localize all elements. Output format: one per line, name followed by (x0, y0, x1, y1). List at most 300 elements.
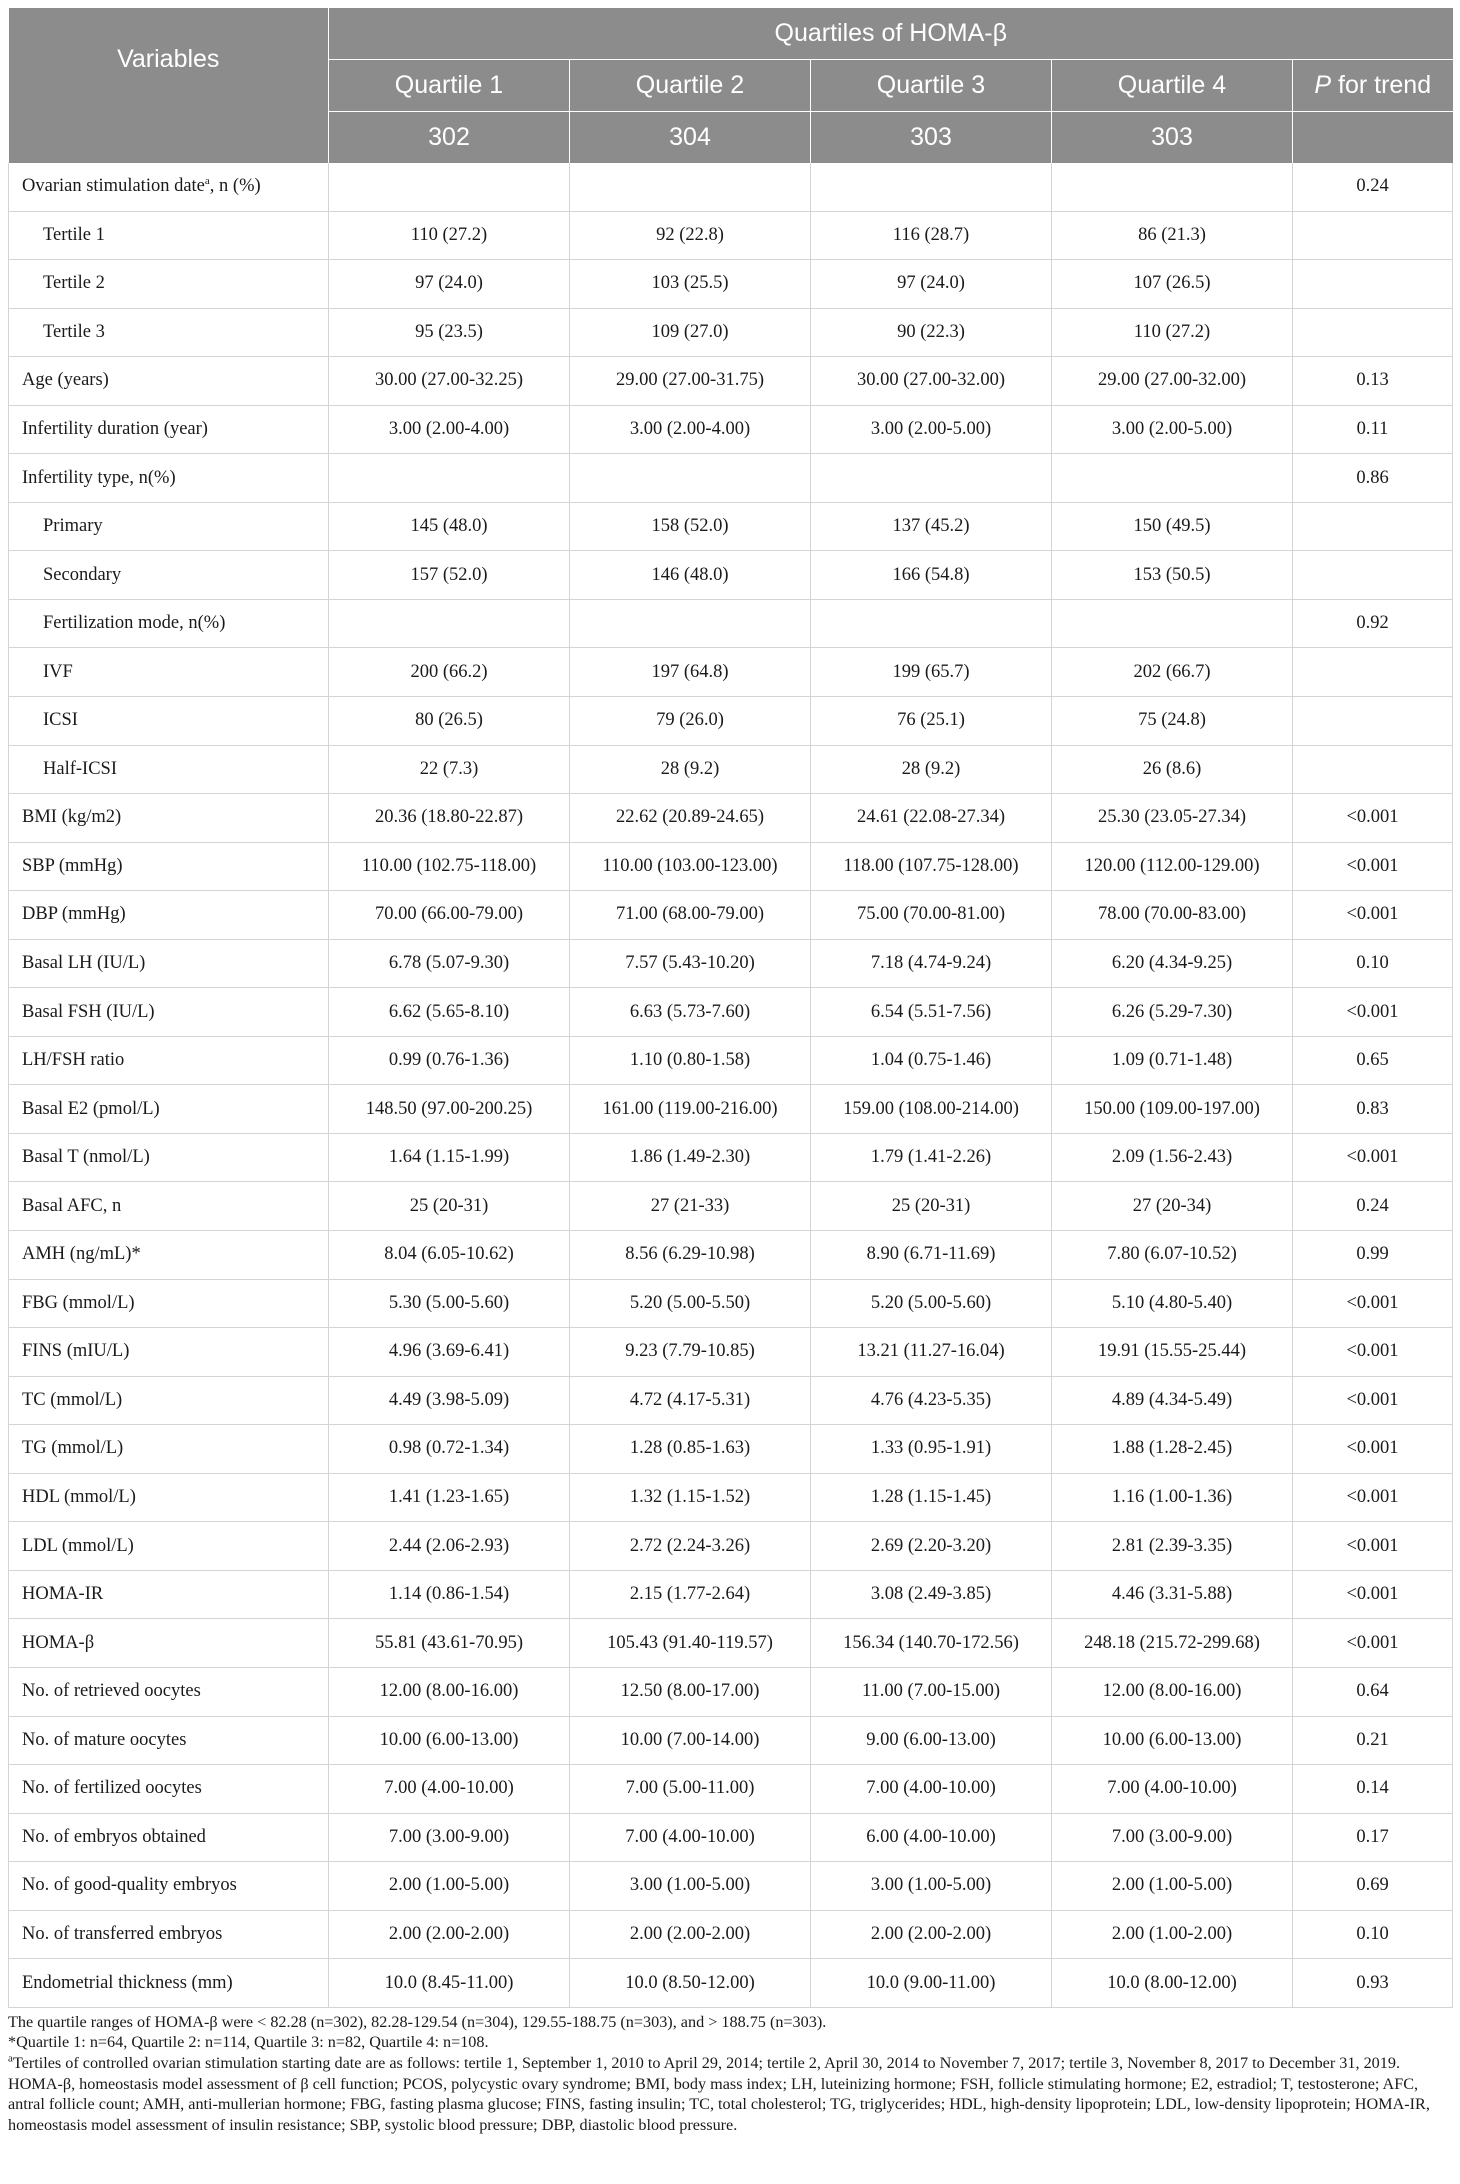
quartile-2-cell: 10.0 (8.50-12.00) (570, 1959, 811, 2008)
p-for-trend-cell: 0.83 (1293, 1085, 1453, 1134)
row-label (9, 648, 329, 697)
row-label-text: HOMA-β (22, 1632, 95, 1653)
table-row (9, 405, 1453, 454)
row-label-text: FINS (mIU/L) (22, 1341, 130, 1362)
quartile-1-cell: 95 (23.5) (329, 308, 570, 357)
quartile-3-cell: 199 (65.7) (811, 648, 1052, 697)
row-label-text: No. of embryos obtained (22, 1826, 206, 1847)
row-label-text: HOMA-IR (22, 1584, 104, 1605)
row-label-text: Basal E2 (pmol/L) (22, 1098, 160, 1119)
count-spacer (9, 112, 329, 164)
row-label (9, 1231, 329, 1280)
quartile-2-cell: 7.57 (5.43-10.20) (570, 939, 811, 988)
quartile-2-cell: 22.62 (20.89-24.65) (570, 794, 811, 843)
row-label-text: TG (mmol/L) (22, 1438, 124, 1459)
quartile-4-cell: 107 (26.5) (1052, 260, 1293, 309)
row-label-text: No. of transferred embryos (22, 1923, 223, 1944)
p-for-trend-cell: 0.86 (1293, 454, 1453, 503)
quartile-2-cell (570, 599, 811, 648)
table-row (9, 1765, 1453, 1814)
p-for-trend-cell (1293, 502, 1453, 551)
quartile-1-cell: 157 (52.0) (329, 551, 570, 600)
quartile-3-cell: 28 (9.2) (811, 745, 1052, 794)
quartile-1-cell: 5.30 (5.00-5.60) (329, 1279, 570, 1328)
row-label (9, 1522, 329, 1571)
p-for-trend-cell: 0.21 (1293, 1716, 1453, 1765)
table-row (9, 1619, 1453, 1668)
quartile-1-cell: 20.36 (18.80-22.87) (329, 794, 570, 843)
row-label (9, 794, 329, 843)
count-quartile-4: 303 (1052, 112, 1293, 164)
row-label-text: Endometrial thickness (mm) (22, 1972, 233, 1993)
quartile-4-cell: 1.88 (1.28-2.45) (1052, 1425, 1293, 1474)
p-for-trend-cell (1293, 308, 1453, 357)
p-for-trend-cell: 0.69 (1293, 1862, 1453, 1911)
quartiles-group-header: Quartiles of HOMA-β (329, 8, 1453, 60)
row-label (9, 1910, 329, 1959)
quartile-2-cell: 9.23 (7.79-10.85) (570, 1328, 811, 1377)
quartile-3-cell: 156.34 (140.70-172.56) (811, 1619, 1052, 1668)
quartile-1-cell: 2.44 (2.06-2.93) (329, 1522, 570, 1571)
table-row (9, 1667, 1453, 1716)
footnote-a (8, 2053, 1452, 2074)
quartile-3-cell: 75.00 (70.00-81.00) (811, 891, 1052, 940)
quartile-2-cell: 3.00 (2.00-4.00) (570, 405, 811, 454)
p-for-trend-cell (1293, 551, 1453, 600)
quartile-2-cell: 146 (48.0) (570, 551, 811, 600)
p-for-trend-cell: 0.14 (1293, 1765, 1453, 1814)
quartile-3-cell (811, 599, 1052, 648)
quartile-4-header: Quartile 4 (1052, 60, 1293, 112)
p-for-trend-cell: <0.001 (1293, 1425, 1453, 1474)
p-label-rest: for trend (1331, 71, 1432, 99)
row-label-text: Ovarian stimulation date (22, 176, 205, 197)
quartile-4-cell: 1.09 (0.71-1.48) (1052, 1036, 1293, 1085)
quartile-1-cell: 7.00 (3.00-9.00) (329, 1813, 570, 1862)
row-label-text: Primary (43, 516, 103, 537)
quartile-2-cell: 109 (27.0) (570, 308, 811, 357)
footnote-marker: a (204, 175, 210, 188)
quartile-3-cell: 76 (25.1) (811, 697, 1052, 746)
p-for-trend-cell: <0.001 (1293, 1133, 1453, 1182)
table-row (9, 697, 1453, 746)
table-row (9, 502, 1453, 551)
row-label (9, 1425, 329, 1474)
quartile-3-cell: 8.90 (6.71-11.69) (811, 1231, 1052, 1280)
quartile-2-cell: 1.32 (1.15-1.52) (570, 1473, 811, 1522)
quartile-3-cell: 3.00 (1.00-5.00) (811, 1862, 1052, 1911)
table-row (9, 1522, 1453, 1571)
quartile-2-cell: 79 (26.0) (570, 697, 811, 746)
quartile-3-cell (811, 163, 1052, 211)
quartile-3-cell: 4.76 (4.23-5.35) (811, 1376, 1052, 1425)
p-for-trend-cell: <0.001 (1293, 842, 1453, 891)
quartile-2-cell: 105.43 (91.40-119.57) (570, 1619, 811, 1668)
table-row (9, 1959, 1453, 2008)
row-label (9, 988, 329, 1037)
p-for-trend-cell (1293, 697, 1453, 746)
row-label (9, 1279, 329, 1328)
row-label (9, 1813, 329, 1862)
table-row (9, 551, 1453, 600)
p-for-trend-cell: <0.001 (1293, 1473, 1453, 1522)
p-for-trend-cell: <0.001 (1293, 1376, 1453, 1425)
row-label (9, 1182, 329, 1231)
quartile-4-cell: 248.18 (215.72-299.68) (1052, 1619, 1293, 1668)
row-label-text: Tertile 3 (43, 321, 105, 342)
quartile-4-cell: 2.00 (1.00-2.00) (1052, 1910, 1293, 1959)
table-row (9, 794, 1453, 843)
row-label (9, 211, 329, 260)
quartile-4-cell: 26 (8.6) (1052, 745, 1293, 794)
row-label (9, 1619, 329, 1668)
footnote-a-mark: a (8, 2052, 13, 2065)
quartile-3-cell: 1.33 (0.95-1.91) (811, 1425, 1052, 1474)
row-label-text: Age (years) (22, 370, 109, 391)
quartile-1-cell (329, 163, 570, 211)
quartile-3-header: Quartile 3 (811, 60, 1052, 112)
quartile-3-cell: 1.79 (1.41-2.26) (811, 1133, 1052, 1182)
quartile-4-cell: 10.0 (8.00-12.00) (1052, 1959, 1293, 2008)
quartile-3-cell: 7.00 (4.00-10.00) (811, 1765, 1052, 1814)
document-page (8, 8, 1452, 2135)
table-row (9, 599, 1453, 648)
table-row (9, 163, 1453, 211)
quartile-3-cell: 159.00 (108.00-214.00) (811, 1085, 1052, 1134)
footnote-a-text: Tertiles of controlled ovarian stimulation starting date are as follows: tertile 1, September 1, 2010 to April 29, 2014; tertile 2, April 30, 2014 to November 7, 2017; tertile 3, November 8, 2017 to December 31, 2019. (12, 2053, 1400, 2072)
table-row (9, 454, 1453, 503)
quartile-1-cell: 55.81 (43.61-70.95) (329, 1619, 570, 1668)
row-label-text: No. of retrieved oocytes (22, 1681, 201, 1702)
row-label (9, 308, 329, 357)
quartile-2-cell (570, 454, 811, 503)
row-label (9, 842, 329, 891)
quartile-3-cell: 166 (54.8) (811, 551, 1052, 600)
quartile-4-cell: 5.10 (4.80-5.40) (1052, 1279, 1293, 1328)
row-label (9, 1862, 329, 1911)
p-for-trend-cell (1293, 260, 1453, 309)
row-label-text: Fertilization mode, n(%) (43, 613, 226, 634)
p-for-trend-cell (1293, 648, 1453, 697)
quartile-2-cell: 6.63 (5.73-7.60) (570, 988, 811, 1037)
table-row (9, 1910, 1453, 1959)
quartile-2-cell: 1.10 (0.80-1.58) (570, 1036, 811, 1085)
quartile-2-cell (570, 163, 811, 211)
quartile-3-cell: 10.0 (9.00-11.00) (811, 1959, 1052, 2008)
table-row (9, 1231, 1453, 1280)
quartile-2-cell: 2.15 (1.77-2.64) (570, 1570, 811, 1619)
p-for-trend-cell: 0.92 (1293, 599, 1453, 648)
table-row (9, 1279, 1453, 1328)
quartile-4-cell: 2.81 (2.39-3.35) (1052, 1522, 1293, 1571)
quartile-1-cell: 10.00 (6.00-13.00) (329, 1716, 570, 1765)
quartile-3-cell: 7.18 (4.74-9.24) (811, 939, 1052, 988)
quartile-1-cell: 70.00 (66.00-79.00) (329, 891, 570, 940)
table-row (9, 1036, 1453, 1085)
quartile-1-cell: 2.00 (1.00-5.00) (329, 1862, 570, 1911)
table-row (9, 1133, 1453, 1182)
quartile-2-cell: 2.00 (2.00-2.00) (570, 1910, 811, 1959)
quartile-2-cell: 5.20 (5.00-5.50) (570, 1279, 811, 1328)
row-label (9, 357, 329, 406)
row-label-suffix: , n (%) (209, 176, 261, 197)
quartile-3-cell: 3.00 (2.00-5.00) (811, 405, 1052, 454)
quartile-2-cell: 7.00 (5.00-11.00) (570, 1765, 811, 1814)
row-label-text: ICSI (43, 710, 78, 731)
quartile-3-cell: 3.08 (2.49-3.85) (811, 1570, 1052, 1619)
row-label-text: Tertile 1 (43, 224, 105, 245)
quartile-1-cell: 10.0 (8.45-11.00) (329, 1959, 570, 2008)
p-for-trend-cell: 0.13 (1293, 357, 1453, 406)
table-row (9, 308, 1453, 357)
quartile-2-cell: 3.00 (1.00-5.00) (570, 1862, 811, 1911)
row-label-text: LH/FSH ratio (22, 1050, 125, 1071)
table-row (9, 745, 1453, 794)
table-row (9, 939, 1453, 988)
p-for-trend-cell: 0.65 (1293, 1036, 1453, 1085)
row-label (9, 1959, 329, 2008)
row-label (9, 939, 329, 988)
quartile-2-header: Quartile 2 (570, 60, 811, 112)
quartile-4-cell: 7.00 (4.00-10.00) (1052, 1765, 1293, 1814)
row-label-text: HDL (mmol/L) (22, 1487, 136, 1508)
quartile-4-cell: 110 (27.2) (1052, 308, 1293, 357)
quartile-2-cell: 158 (52.0) (570, 502, 811, 551)
table-header (9, 8, 1453, 163)
quartile-1-cell: 30.00 (27.00-32.25) (329, 357, 570, 406)
quartile-3-cell: 118.00 (107.75-128.00) (811, 842, 1052, 891)
count-quartile-3: 303 (811, 112, 1052, 164)
quartile-1-cell: 110.00 (102.75-118.00) (329, 842, 570, 891)
table-row (9, 211, 1453, 260)
p-for-trend-cell: <0.001 (1293, 1328, 1453, 1377)
row-label-text: Half-ICSI (43, 758, 117, 779)
table-footnotes (8, 2012, 1452, 2136)
quartile-2-cell: 71.00 (68.00-79.00) (570, 891, 811, 940)
count-quartile-2: 304 (570, 112, 811, 164)
table-row (9, 842, 1453, 891)
quartile-4-cell: 7.80 (6.07-10.52) (1052, 1231, 1293, 1280)
quartile-3-cell: 6.00 (4.00-10.00) (811, 1813, 1052, 1862)
quartile-2-cell: 8.56 (6.29-10.98) (570, 1231, 811, 1280)
row-label-text: Basal T (nmol/L) (22, 1147, 150, 1168)
quartile-3-cell: 25 (20-31) (811, 1182, 1052, 1231)
p-for-trend-cell: 0.99 (1293, 1231, 1453, 1280)
quartile-1-cell: 97 (24.0) (329, 260, 570, 309)
quartile-4-cell: 78.00 (70.00-83.00) (1052, 891, 1293, 940)
quartile-3-cell: 137 (45.2) (811, 502, 1052, 551)
row-label (9, 502, 329, 551)
quartile-4-cell: 86 (21.3) (1052, 211, 1293, 260)
quartile-1-cell: 1.41 (1.23-1.65) (329, 1473, 570, 1522)
quartile-1-cell: 3.00 (2.00-4.00) (329, 405, 570, 454)
quartile-1-cell (329, 454, 570, 503)
row-label (9, 1085, 329, 1134)
quartile-4-cell: 75 (24.8) (1052, 697, 1293, 746)
quartile-2-cell: 1.28 (0.85-1.63) (570, 1425, 811, 1474)
quartile-4-cell: 25.30 (23.05-27.34) (1052, 794, 1293, 843)
quartile-4-cell: 202 (66.7) (1052, 648, 1293, 697)
quartile-2-cell: 29.00 (27.00-31.75) (570, 357, 811, 406)
quartile-1-cell: 1.64 (1.15-1.99) (329, 1133, 570, 1182)
table-row (9, 1570, 1453, 1619)
quartile-2-cell: 92 (22.8) (570, 211, 811, 260)
quartile-1-cell: 7.00 (4.00-10.00) (329, 1765, 570, 1814)
quartile-4-cell: 2.00 (1.00-5.00) (1052, 1862, 1293, 1911)
variables-header: Variables (9, 8, 329, 112)
quartile-4-cell: 150.00 (109.00-197.00) (1052, 1085, 1293, 1134)
p-for-trend-cell: <0.001 (1293, 1570, 1453, 1619)
p-for-trend-cell: 0.24 (1293, 1182, 1453, 1231)
baseline-characteristics-table (8, 8, 1453, 2008)
p-for-trend-cell: <0.001 (1293, 794, 1453, 843)
quartile-1-cell: 145 (48.0) (329, 502, 570, 551)
quartile-1-cell: 110 (27.2) (329, 211, 570, 260)
p-for-trend-cell: 0.64 (1293, 1667, 1453, 1716)
quartile-2-cell: 103 (25.5) (570, 260, 811, 309)
quartile-3-cell: 2.69 (2.20-3.20) (811, 1522, 1052, 1571)
quartile-1-header: Quartile 1 (329, 60, 570, 112)
quartile-4-cell: 6.26 (5.29-7.30) (1052, 988, 1293, 1037)
quartile-3-cell: 2.00 (2.00-2.00) (811, 1910, 1052, 1959)
quartile-1-cell: 148.50 (97.00-200.25) (329, 1085, 570, 1134)
table-row (9, 1716, 1453, 1765)
quartile-2-cell: 27 (21-33) (570, 1182, 811, 1231)
quartile-1-cell: 0.98 (0.72-1.34) (329, 1425, 570, 1474)
quartile-2-cell: 12.50 (8.00-17.00) (570, 1667, 811, 1716)
quartile-1-cell: 12.00 (8.00-16.00) (329, 1667, 570, 1716)
quartile-4-cell: 12.00 (8.00-16.00) (1052, 1667, 1293, 1716)
row-label (9, 1716, 329, 1765)
row-label-text: Basal AFC, n (22, 1195, 122, 1216)
p-for-trend-cell: 0.10 (1293, 939, 1453, 988)
quartile-1-cell: 4.96 (3.69-6.41) (329, 1328, 570, 1377)
quartile-4-cell: 27 (20-34) (1052, 1182, 1293, 1231)
table-row (9, 1376, 1453, 1425)
row-label (9, 745, 329, 794)
row-label-text: Basal LH (IU/L) (22, 953, 146, 974)
footnote-abbreviations: HOMA-β, homeostasis model assessment of β cell function; PCOS, polycystic ovary syndrome; BMI, body mass index; LH, luteinizing hormone; FSH, follicle stimulating hormone; E2, estradiol; T, testosterone; AFC, antral follicle count; AMH, anti-mullerian hormone; FBG, fasting plasma glucose; FINS, fasting insulin; TC, total cholesterol; TG, triglycerides; HDL, high-density lipoprotein; LDL, low-density lipoprotein; HOMA-IR, homeostasis model assessment of insulin resistance; SBP, systolic blood pressure; DBP, diastolic blood pressure. (8, 2074, 1430, 2134)
row-label-text: LDL (mmol/L) (22, 1535, 134, 1556)
row-label-text: AMH (ng/mL)* (22, 1244, 141, 1265)
quartile-2-cell: 28 (9.2) (570, 745, 811, 794)
quartile-3-cell: 116 (28.7) (811, 211, 1052, 260)
quartile-4-cell (1052, 599, 1293, 648)
table-row (9, 988, 1453, 1037)
table-row (9, 891, 1453, 940)
row-label (9, 1036, 329, 1085)
quartile-3-cell: 90 (22.3) (811, 308, 1052, 357)
quartile-1-cell: 6.62 (5.65-8.10) (329, 988, 570, 1037)
quartile-4-cell: 6.20 (4.34-9.25) (1052, 939, 1293, 988)
quartile-2-cell: 7.00 (4.00-10.00) (570, 1813, 811, 1862)
row-label (9, 163, 329, 211)
quartile-4-cell: 3.00 (2.00-5.00) (1052, 405, 1293, 454)
count-p-spacer (1293, 112, 1453, 164)
table-row (9, 1862, 1453, 1911)
row-label (9, 405, 329, 454)
p-for-trend-cell: 0.11 (1293, 405, 1453, 454)
quartile-2-cell: 161.00 (119.00-216.00) (570, 1085, 811, 1134)
quartile-1-cell: 1.14 (0.86-1.54) (329, 1570, 570, 1619)
p-for-trend-cell: <0.001 (1293, 1522, 1453, 1571)
p-for-trend-cell: 0.93 (1293, 1959, 1453, 2008)
quartile-4-cell: 1.16 (1.00-1.36) (1052, 1473, 1293, 1522)
quartile-3-cell: 6.54 (5.51-7.56) (811, 988, 1052, 1037)
row-label-text: FBG (mmol/L) (22, 1292, 135, 1313)
quartile-3-cell: 1.04 (0.75-1.46) (811, 1036, 1052, 1085)
row-label-text: Tertile 2 (43, 273, 105, 294)
table-row (9, 1182, 1453, 1231)
row-label-text: Infertility duration (year) (22, 419, 208, 439)
quartile-2-cell: 1.86 (1.49-2.30) (570, 1133, 811, 1182)
quartile-3-cell: 9.00 (6.00-13.00) (811, 1716, 1052, 1765)
quartile-4-cell (1052, 454, 1293, 503)
p-for-trend-cell: 0.17 (1293, 1813, 1453, 1862)
p-for-trend-cell: 0.10 (1293, 1910, 1453, 1959)
row-label-text: No. of mature oocytes (22, 1729, 187, 1750)
quartile-1-cell: 80 (26.5) (329, 697, 570, 746)
quartile-4-cell: 7.00 (3.00-9.00) (1052, 1813, 1293, 1862)
quartile-2-cell: 110.00 (103.00-123.00) (570, 842, 811, 891)
quartile-1-cell: 4.49 (3.98-5.09) (329, 1376, 570, 1425)
row-label (9, 1376, 329, 1425)
table-row (9, 260, 1453, 309)
p-for-trend-cell: <0.001 (1293, 891, 1453, 940)
table-row (9, 1473, 1453, 1522)
row-label-text: No. of fertilized oocytes (22, 1778, 202, 1799)
row-label (9, 697, 329, 746)
row-label (9, 1765, 329, 1814)
quartile-4-cell (1052, 163, 1293, 211)
row-label-text: IVF (43, 661, 73, 682)
table-row (9, 1813, 1453, 1862)
quartile-1-cell: 6.78 (5.07-9.30) (329, 939, 570, 988)
p-label: P (1314, 71, 1332, 99)
row-label-text: DBP (mmHg) (22, 904, 126, 925)
quartile-4-cell: 120.00 (112.00-129.00) (1052, 842, 1293, 891)
footnote-star: *Quartile 1: n=64, Quartile 2: n=114, Quartile 3: n=82, Quartile 4: n=108. (8, 2033, 489, 2052)
row-label-text: BMI (kg/m2) (22, 807, 122, 828)
quartile-2-cell: 10.00 (7.00-14.00) (570, 1716, 811, 1765)
quartile-4-cell: 150 (49.5) (1052, 502, 1293, 551)
row-label (9, 1570, 329, 1619)
quartile-2-cell: 4.72 (4.17-5.31) (570, 1376, 811, 1425)
row-label (9, 1473, 329, 1522)
p-for-trend-cell (1293, 211, 1453, 260)
table-row (9, 1328, 1453, 1377)
quartile-3-cell: 30.00 (27.00-32.00) (811, 357, 1052, 406)
quartile-3-cell: 1.28 (1.15-1.45) (811, 1473, 1052, 1522)
quartile-4-cell: 19.91 (15.55-25.44) (1052, 1328, 1293, 1377)
row-label (9, 551, 329, 600)
quartile-3-cell: 97 (24.0) (811, 260, 1052, 309)
p-for-trend-cell: 0.24 (1293, 163, 1453, 211)
table-row (9, 1425, 1453, 1474)
quartile-4-cell: 2.09 (1.56-2.43) (1052, 1133, 1293, 1182)
quartile-1-cell: 0.99 (0.76-1.36) (329, 1036, 570, 1085)
table-row (9, 357, 1453, 406)
footnote-quartile-ranges: The quartile ranges of HOMA-β were < 82.28 (n=302), 82.28-129.54 (n=304), 129.55-188.75 (n=303), and > 188.75 (n=303). (8, 2012, 827, 2031)
row-label (9, 260, 329, 309)
row-label-text: Basal FSH (IU/L) (22, 1001, 155, 1022)
row-label (9, 1328, 329, 1377)
row-label (9, 599, 329, 648)
quartile-2-cell: 197 (64.8) (570, 648, 811, 697)
table-row (9, 648, 1453, 697)
p-for-trend-header (1293, 60, 1453, 112)
quartile-1-cell: 200 (66.2) (329, 648, 570, 697)
